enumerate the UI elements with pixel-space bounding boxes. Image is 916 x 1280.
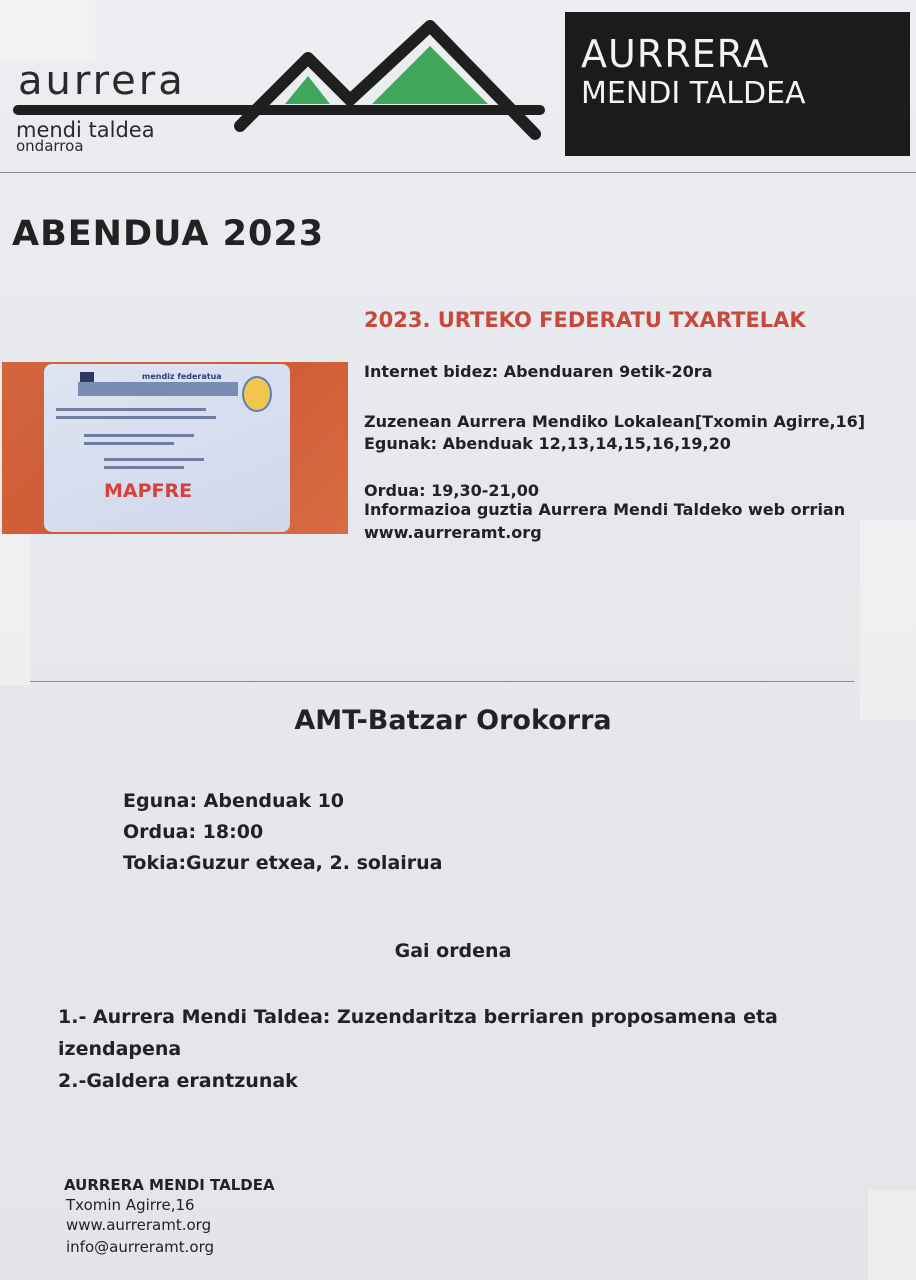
federation-days: Egunak: Abenduak 12,13,14,15,16,19,20: [364, 434, 731, 453]
assembly-place: Tokia:Guzur etxea, 2. solairua: [123, 852, 443, 874]
agenda-item: 1.- Aurrera Mendi Taldea: Zuzendaritza berriaren proposamena eta: [58, 1006, 778, 1028]
footer-address: Txomin Agirre,16: [66, 1196, 195, 1214]
brand-line-1: AURRERA: [581, 32, 770, 76]
assembly-day: Eguna: Abenduak 10: [123, 790, 345, 812]
card-insurer-logo: MAPFRE: [104, 480, 193, 502]
federation-internet: Internet bidez: Abenduaren 9etik-20ra: [364, 362, 713, 381]
logo-wordmark: aurrera: [18, 58, 186, 104]
tape-bottom-right: [868, 1190, 916, 1280]
federation-card: [44, 364, 290, 532]
card-text-line: [56, 416, 216, 419]
logo-town: ondarroa: [16, 137, 84, 155]
card-text-line: [104, 458, 204, 461]
federation-hours: Ordua: 19,30-21,00: [364, 481, 539, 500]
section-divider: [30, 681, 854, 682]
federation-info: Informazioa guztia Aurrera Mendi Taldeko web orrian: [364, 500, 846, 519]
footer-org: AURRERA MENDI TALDEA: [64, 1176, 275, 1194]
card-text-line: [84, 434, 194, 437]
federation-web: www.aurreramt.org: [364, 523, 542, 542]
footer-email: info@aurreramt.org: [66, 1238, 215, 1256]
card-text-line: [104, 466, 184, 469]
brand-line-2: MENDI TALDEA: [581, 76, 806, 111]
agenda-title: Gai ordena: [394, 940, 512, 962]
agenda-item: izendapena: [58, 1038, 182, 1060]
federation-heading: 2023. URTEKO FEDERATU TXARTELAK: [364, 308, 806, 332]
logo-subtitle: mendi taldea: [16, 118, 155, 142]
tape-right: [860, 520, 916, 720]
brand-box: [565, 12, 910, 156]
card-emblem-icon: [242, 376, 272, 412]
assembly-time: Ordua: 18:00: [123, 821, 264, 843]
card-text-line: [84, 442, 174, 445]
agenda-item: 2.-Galdera erantzunak: [58, 1070, 298, 1092]
footer-web: www.aurreramt.org: [66, 1216, 212, 1234]
card-text-line: [56, 408, 206, 411]
card-header-text: mendiz federatua: [142, 372, 222, 381]
assembly-title: AMT-Batzar Orokorra: [294, 705, 612, 736]
header-divider: [0, 172, 916, 173]
page-title: ABENDUA 2023: [12, 214, 325, 254]
tape-left: [0, 525, 30, 685]
card-band: [78, 382, 238, 396]
federation-card-photo: [2, 362, 348, 534]
federation-direct: Zuzenean Aurrera Mendiko Lokalean[Txomin Agirre,16]: [364, 412, 866, 431]
